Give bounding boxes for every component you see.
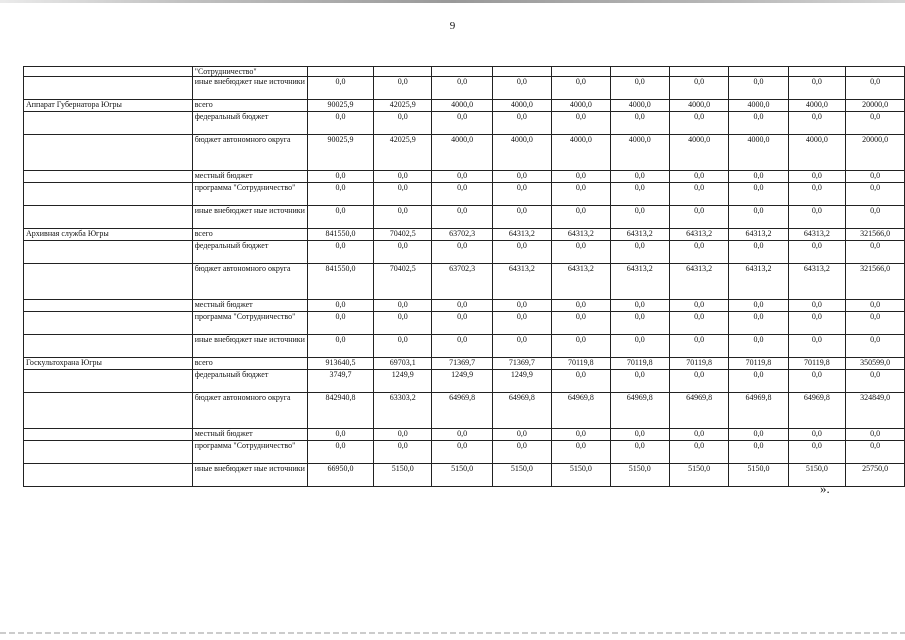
value-cell: 4000,0 [432,135,492,171]
value-cell: 0,0 [492,441,551,464]
value-cell: 90025,9 [307,100,373,112]
org-cell [24,77,193,100]
org-cell [24,300,193,312]
value-cell: 0,0 [788,312,846,335]
value-cell: 64969,8 [729,393,788,429]
value-cell: 913640,5 [307,358,373,370]
value-cell: 0,0 [729,112,788,135]
value-cell: 5150,0 [669,464,728,487]
source-cell: местный бюджет [192,300,307,312]
value-cell: 70119,8 [610,358,669,370]
value-cell: 0,0 [788,335,846,358]
value-cell: 5150,0 [552,464,610,487]
value-cell: 0,0 [669,300,728,312]
value-cell: 0,0 [788,429,846,441]
value-cell: 64969,8 [432,393,492,429]
value-cell: 0,0 [432,183,492,206]
value-cell: 321566,0 [846,229,905,241]
table-row [24,100,905,112]
value-cell: 0,0 [729,183,788,206]
value-cell: 0,0 [669,370,728,393]
value-cell: 0,0 [669,335,728,358]
value-cell: 0,0 [492,112,551,135]
value-cell: 0,0 [610,171,669,183]
value-cell: 70402,5 [374,264,432,300]
value-cell: 25750,0 [846,464,905,487]
value-cell: 0,0 [729,429,788,441]
value-cell: 0,0 [307,441,373,464]
org-cell [24,183,193,206]
value-cell: 841550,0 [307,264,373,300]
value-cell: 66950,0 [307,464,373,487]
value-cell: 0,0 [492,335,551,358]
table-row [24,229,905,241]
value-cell: 0,0 [846,335,905,358]
value-cell: 0,0 [432,335,492,358]
value-cell: 0,0 [846,112,905,135]
value-cell: 0,0 [552,241,610,264]
value-cell: 0,0 [846,183,905,206]
value-cell: 0,0 [432,77,492,100]
value-cell: 0,0 [846,429,905,441]
value-cell: 0,0 [307,241,373,264]
value-cell: 0,0 [729,77,788,100]
value-cell: 0,0 [788,300,846,312]
value-cell: 0,0 [669,206,728,229]
value-cell: 64313,2 [788,229,846,241]
value-cell: 0,0 [788,183,846,206]
value-cell: 0,0 [552,312,610,335]
table-row [24,183,905,206]
value-cell: 70119,8 [729,358,788,370]
value-cell: 63702,3 [432,229,492,241]
source-cell: всего [192,100,307,112]
table-row [24,370,905,393]
org-cell [24,393,193,429]
value-cell: 4000,0 [432,100,492,112]
budget-table [23,66,905,487]
org-cell [24,67,193,77]
org-cell [24,464,193,487]
value-cell: 0,0 [432,429,492,441]
value-cell: 70119,8 [788,358,846,370]
value-cell: 42025,9 [374,135,432,171]
value-cell: 4000,0 [610,135,669,171]
value-cell: 0,0 [729,441,788,464]
source-cell: бюджет автономного округа [192,393,307,429]
value-cell: 0,0 [610,183,669,206]
value-cell: 0,0 [432,206,492,229]
table-row [24,67,905,77]
value-cell: 5150,0 [729,464,788,487]
value-cell: 0,0 [788,441,846,464]
value-cell: 0,0 [846,241,905,264]
source-cell: федеральный бюджет [192,112,307,135]
value-cell: 0,0 [374,206,432,229]
org-cell [24,264,193,300]
value-cell: 0,0 [432,312,492,335]
value-cell: 0,0 [610,300,669,312]
value-cell: 0,0 [669,112,728,135]
value-cell: 0,0 [432,441,492,464]
value-cell: 0,0 [846,312,905,335]
value-cell: 64969,8 [788,393,846,429]
org-cell [24,370,193,393]
value-cell: 321566,0 [846,264,905,300]
value-cell: 0,0 [610,441,669,464]
table-row [24,300,905,312]
value-cell: 4000,0 [610,100,669,112]
value-cell: 0,0 [374,335,432,358]
source-cell: всего [192,358,307,370]
source-cell: бюджет автономного округа [192,264,307,300]
value-cell: 64969,8 [492,393,551,429]
value-cell: 0,0 [374,241,432,264]
value-cell: 64313,2 [492,229,551,241]
table-row [24,241,905,264]
value-cell: 0,0 [610,206,669,229]
table-row [24,135,905,171]
value-cell: 4000,0 [729,135,788,171]
value-cell: 0,0 [432,112,492,135]
table-row [24,393,905,429]
value-cell: 64313,2 [669,229,728,241]
value-cell: 0,0 [788,206,846,229]
source-cell: иные внебюджет ные источники [192,335,307,358]
value-cell: 42025,9 [374,100,432,112]
value-cell: 64313,2 [610,229,669,241]
table-row [24,335,905,358]
value-cell: 0,0 [374,312,432,335]
value-cell: 0,0 [492,300,551,312]
value-cell: 0,0 [846,171,905,183]
value-cell: 0,0 [788,77,846,100]
table-row [24,77,905,100]
value-cell: 64969,8 [669,393,728,429]
org-name: Аппарат Губернатора Югры [24,100,193,112]
value-cell: 0,0 [610,77,669,100]
value-cell: 350599,0 [846,358,905,370]
value-cell: 5150,0 [610,464,669,487]
value-cell: 0,0 [846,300,905,312]
value-cell: 71369,7 [432,358,492,370]
value-cell: 0,0 [432,241,492,264]
scan-edge-top [0,0,905,3]
source-cell: программа "Сотрудничество" [192,312,307,335]
value-cell: 0,0 [374,300,432,312]
value-cell: 0,0 [492,206,551,229]
value-cell: 0,0 [492,183,551,206]
org-cell [24,441,193,464]
value-cell: 1249,9 [374,370,432,393]
value-cell: 63702,3 [432,264,492,300]
value-cell: 0,0 [669,441,728,464]
value-cell: 0,0 [552,300,610,312]
source-cell: местный бюджет [192,171,307,183]
value-cell: 0,0 [492,429,551,441]
value-cell: 0,0 [307,77,373,100]
table-row [24,441,905,464]
value-cell: 0,0 [307,206,373,229]
org-cell [24,112,193,135]
value-cell: 0,0 [374,112,432,135]
value-cell: 4000,0 [788,135,846,171]
value-cell: 0,0 [552,206,610,229]
value-cell: 70402,5 [374,229,432,241]
value-cell: 64969,8 [610,393,669,429]
value-cell: 0,0 [729,335,788,358]
value-cell: 5150,0 [432,464,492,487]
value-cell: 0,0 [846,441,905,464]
value-cell: 64313,2 [729,264,788,300]
value-cell: 0,0 [492,171,551,183]
value-cell: 0,0 [846,77,905,100]
value-cell: 0,0 [610,370,669,393]
value-cell: 20000,0 [846,135,905,171]
value-cell: 0,0 [669,312,728,335]
value-cell: 64313,2 [729,229,788,241]
org-cell [24,241,193,264]
value-cell: 0,0 [307,429,373,441]
value-cell: 841550,0 [307,229,373,241]
value-cell: 0,0 [374,77,432,100]
value-cell: 0,0 [552,370,610,393]
value-cell: 0,0 [374,441,432,464]
value-cell: 0,0 [669,77,728,100]
value-cell: 0,0 [788,370,846,393]
value-cell: 70119,8 [669,358,728,370]
source-cell: федеральный бюджет [192,241,307,264]
org-cell [24,206,193,229]
value-cell: 0,0 [552,183,610,206]
table-row [24,358,905,370]
value-cell: 64313,2 [552,229,610,241]
source-cell: всего [192,229,307,241]
value-cell: 0,0 [307,112,373,135]
value-cell: 5150,0 [492,464,551,487]
value-cell: 0,0 [669,183,728,206]
value-cell: 0,0 [788,171,846,183]
table-row [24,112,905,135]
value-cell: 4000,0 [492,135,551,171]
value-cell: 5150,0 [788,464,846,487]
value-cell: 0,0 [307,312,373,335]
value-cell: 4000,0 [492,100,551,112]
value-cell: 20000,0 [846,100,905,112]
table-row [24,171,905,183]
value-cell: 71369,7 [492,358,551,370]
table-row [24,264,905,300]
value-cell: 0,0 [729,206,788,229]
value-cell: 4000,0 [669,135,728,171]
value-cell: 324849,0 [846,393,905,429]
value-cell: 4000,0 [552,100,610,112]
value-cell: 0,0 [552,441,610,464]
value-cell: 0,0 [610,241,669,264]
value-cell: 64313,2 [610,264,669,300]
value-cell: 0,0 [307,183,373,206]
source-cell: программа "Сотрудничество" [192,183,307,206]
value-cell: 64313,2 [492,264,551,300]
value-cell: 0,0 [307,335,373,358]
org-cell [24,312,193,335]
value-cell: 0,0 [552,112,610,135]
value-cell: 0,0 [307,171,373,183]
org-name: Архивная служба Югры [24,229,193,241]
value-cell: 4000,0 [788,100,846,112]
value-cell: 3749,7 [307,370,373,393]
value-cell: 0,0 [729,312,788,335]
value-cell: 0,0 [610,429,669,441]
value-cell: 0,0 [846,370,905,393]
source-cell: иные внебюджет ные источники [192,206,307,229]
value-cell: 64969,8 [552,393,610,429]
value-cell: 63303,2 [374,393,432,429]
source-cell: "Сотрудничество" [192,67,307,77]
source-cell: бюджет автономного округа [192,135,307,171]
value-cell: 0,0 [669,241,728,264]
org-cell [24,335,193,358]
value-cell: 0,0 [492,241,551,264]
value-cell: 4000,0 [729,100,788,112]
value-cell: 5150,0 [374,464,432,487]
value-cell: 0,0 [552,171,610,183]
org-cell [24,171,193,183]
source-cell: иные внебюджет ные источники [192,464,307,487]
value-cell: 0,0 [610,312,669,335]
value-cell: 0,0 [610,335,669,358]
source-cell: федеральный бюджет [192,370,307,393]
value-cell: 0,0 [307,300,373,312]
value-cell: 0,0 [374,171,432,183]
value-cell: 0,0 [552,429,610,441]
value-cell: 64313,2 [788,264,846,300]
value-cell: 0,0 [788,112,846,135]
value-cell: 842940,8 [307,393,373,429]
source-cell: местный бюджет [192,429,307,441]
value-cell: 0,0 [492,77,551,100]
org-cell [24,135,193,171]
page-number: 9 [449,20,456,32]
value-cell: 0,0 [552,77,610,100]
value-cell: 0,0 [374,183,432,206]
value-cell: 4000,0 [552,135,610,171]
value-cell: 0,0 [432,300,492,312]
source-cell: иные внебюджет ные источники [192,77,307,100]
value-cell: 64313,2 [669,264,728,300]
value-cell: 0,0 [729,370,788,393]
value-cell: 0,0 [846,206,905,229]
value-cell: 0,0 [729,171,788,183]
scan-edge-bottom [0,632,905,634]
value-cell: 0,0 [610,112,669,135]
value-cell: 70119,8 [552,358,610,370]
value-cell: 69703,1 [374,358,432,370]
org-name: Госкультохрана Югры [24,358,193,370]
value-cell: 0,0 [669,429,728,441]
table-row [24,464,905,487]
source-cell: программа "Сотрудничество" [192,441,307,464]
value-cell: 1249,9 [432,370,492,393]
table-row [24,312,905,335]
value-cell: 1249,9 [492,370,551,393]
value-cell: 0,0 [788,241,846,264]
table-row [24,206,905,229]
closing-quote-mark: ». [820,481,830,496]
value-cell: 0,0 [492,312,551,335]
value-cell: 4000,0 [669,100,728,112]
value-cell: 0,0 [729,300,788,312]
value-cell: 0,0 [374,429,432,441]
table-row [24,429,905,441]
value-cell: 0,0 [729,241,788,264]
value-cell: 90025,9 [307,135,373,171]
org-cell [24,429,193,441]
value-cell: 64313,2 [552,264,610,300]
value-cell: 0,0 [552,335,610,358]
value-cell: 0,0 [432,171,492,183]
value-cell: 0,0 [669,171,728,183]
